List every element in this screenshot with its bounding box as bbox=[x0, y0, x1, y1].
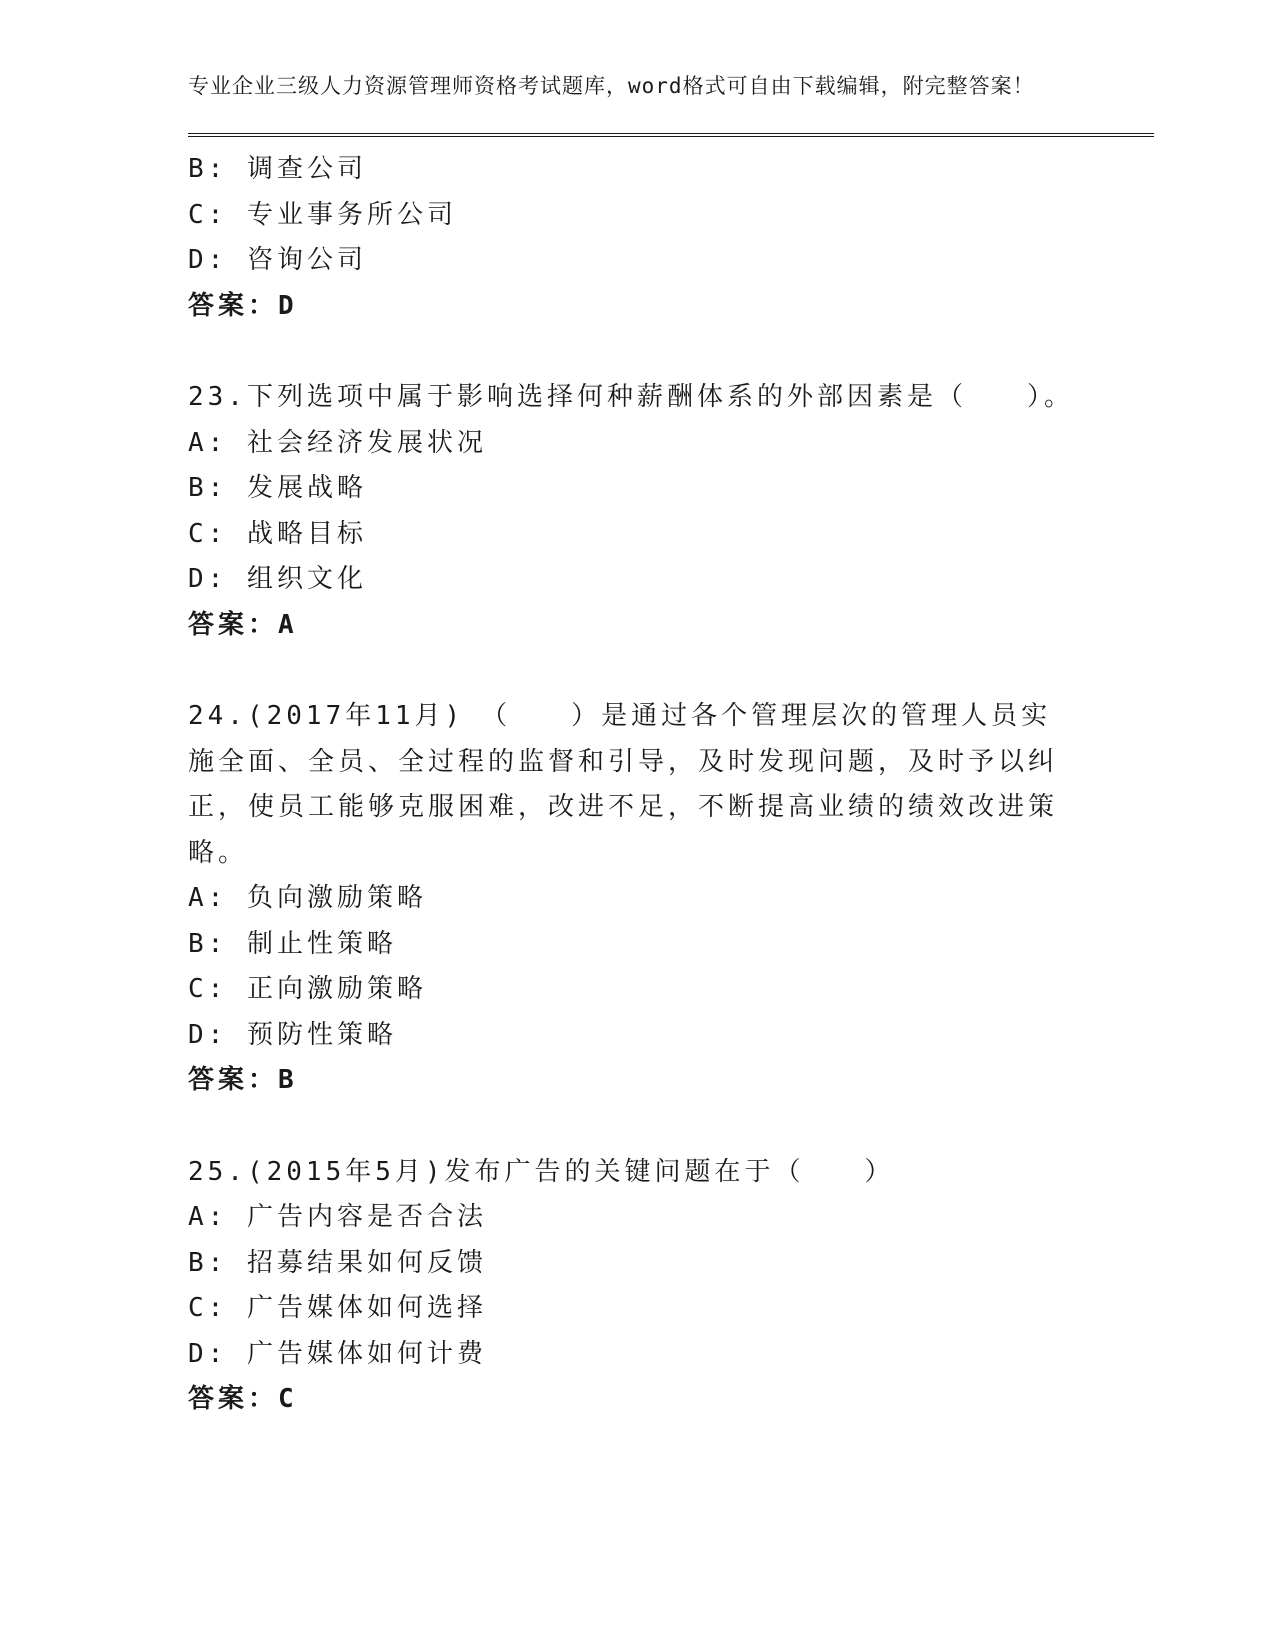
header-rule bbox=[188, 133, 1154, 137]
option-c: C: 正向激励策略 bbox=[188, 974, 427, 1004]
option-d: D: 预防性策略 bbox=[188, 1019, 397, 1050]
question-24 bbox=[188, 694, 1158, 1104]
option-c: C: 广告媒体如何选择 bbox=[188, 1293, 487, 1323]
answer: 答案：C bbox=[188, 1384, 298, 1414]
answer: 答案：A bbox=[188, 609, 298, 640]
option-a: A: 广告内容是否合法 bbox=[188, 1202, 487, 1232]
question-stem: 23.下列选项中属于影响选择何种薪酬体系的外部因素是（ ）。 bbox=[188, 382, 1074, 412]
question-25 bbox=[188, 1150, 1158, 1423]
question-22-continued bbox=[188, 147, 1158, 329]
option-b: B: 招募结果如何反馈 bbox=[188, 1247, 487, 1278]
option-a: A: 负向激励策略 bbox=[188, 883, 427, 913]
option-b: B: 制止性策略 bbox=[188, 928, 397, 959]
document-page bbox=[188, 70, 1158, 1423]
option-d: D: 咨询公司 bbox=[188, 245, 367, 275]
question-stem: 25.(2015年5月)发布广告的关键问题在于（ ） bbox=[188, 1156, 895, 1187]
option-c: C: 专业事务所公司 bbox=[188, 199, 457, 230]
option-b: B: 发展战略 bbox=[188, 473, 367, 503]
question-23 bbox=[188, 375, 1158, 648]
option-d: D: 组织文化 bbox=[188, 564, 367, 594]
question-stem: 24.(2017年11月) （ ）是通过各个管理层次的管理人员实施全面、全员、全过程的监督和引导，及时发现问题，及时予以纠正，使员工能够克服困难，改进不足，不断提高业绩的绩效改进策略。 bbox=[188, 701, 1059, 868]
option-d: D: 广告媒体如何计费 bbox=[188, 1338, 487, 1369]
option-b: B: 调查公司 bbox=[188, 154, 367, 184]
question-list bbox=[188, 147, 1158, 1423]
page-header: 专业企业三级人力资源管理师资格考试题库，word格式可自由下载编辑，附完整答案！ bbox=[188, 74, 1035, 98]
answer: 答案：D bbox=[188, 290, 298, 321]
option-c: C: 战略目标 bbox=[188, 518, 367, 549]
answer: 答案：B bbox=[188, 1065, 298, 1095]
option-a: A: 社会经济发展状况 bbox=[188, 427, 487, 458]
